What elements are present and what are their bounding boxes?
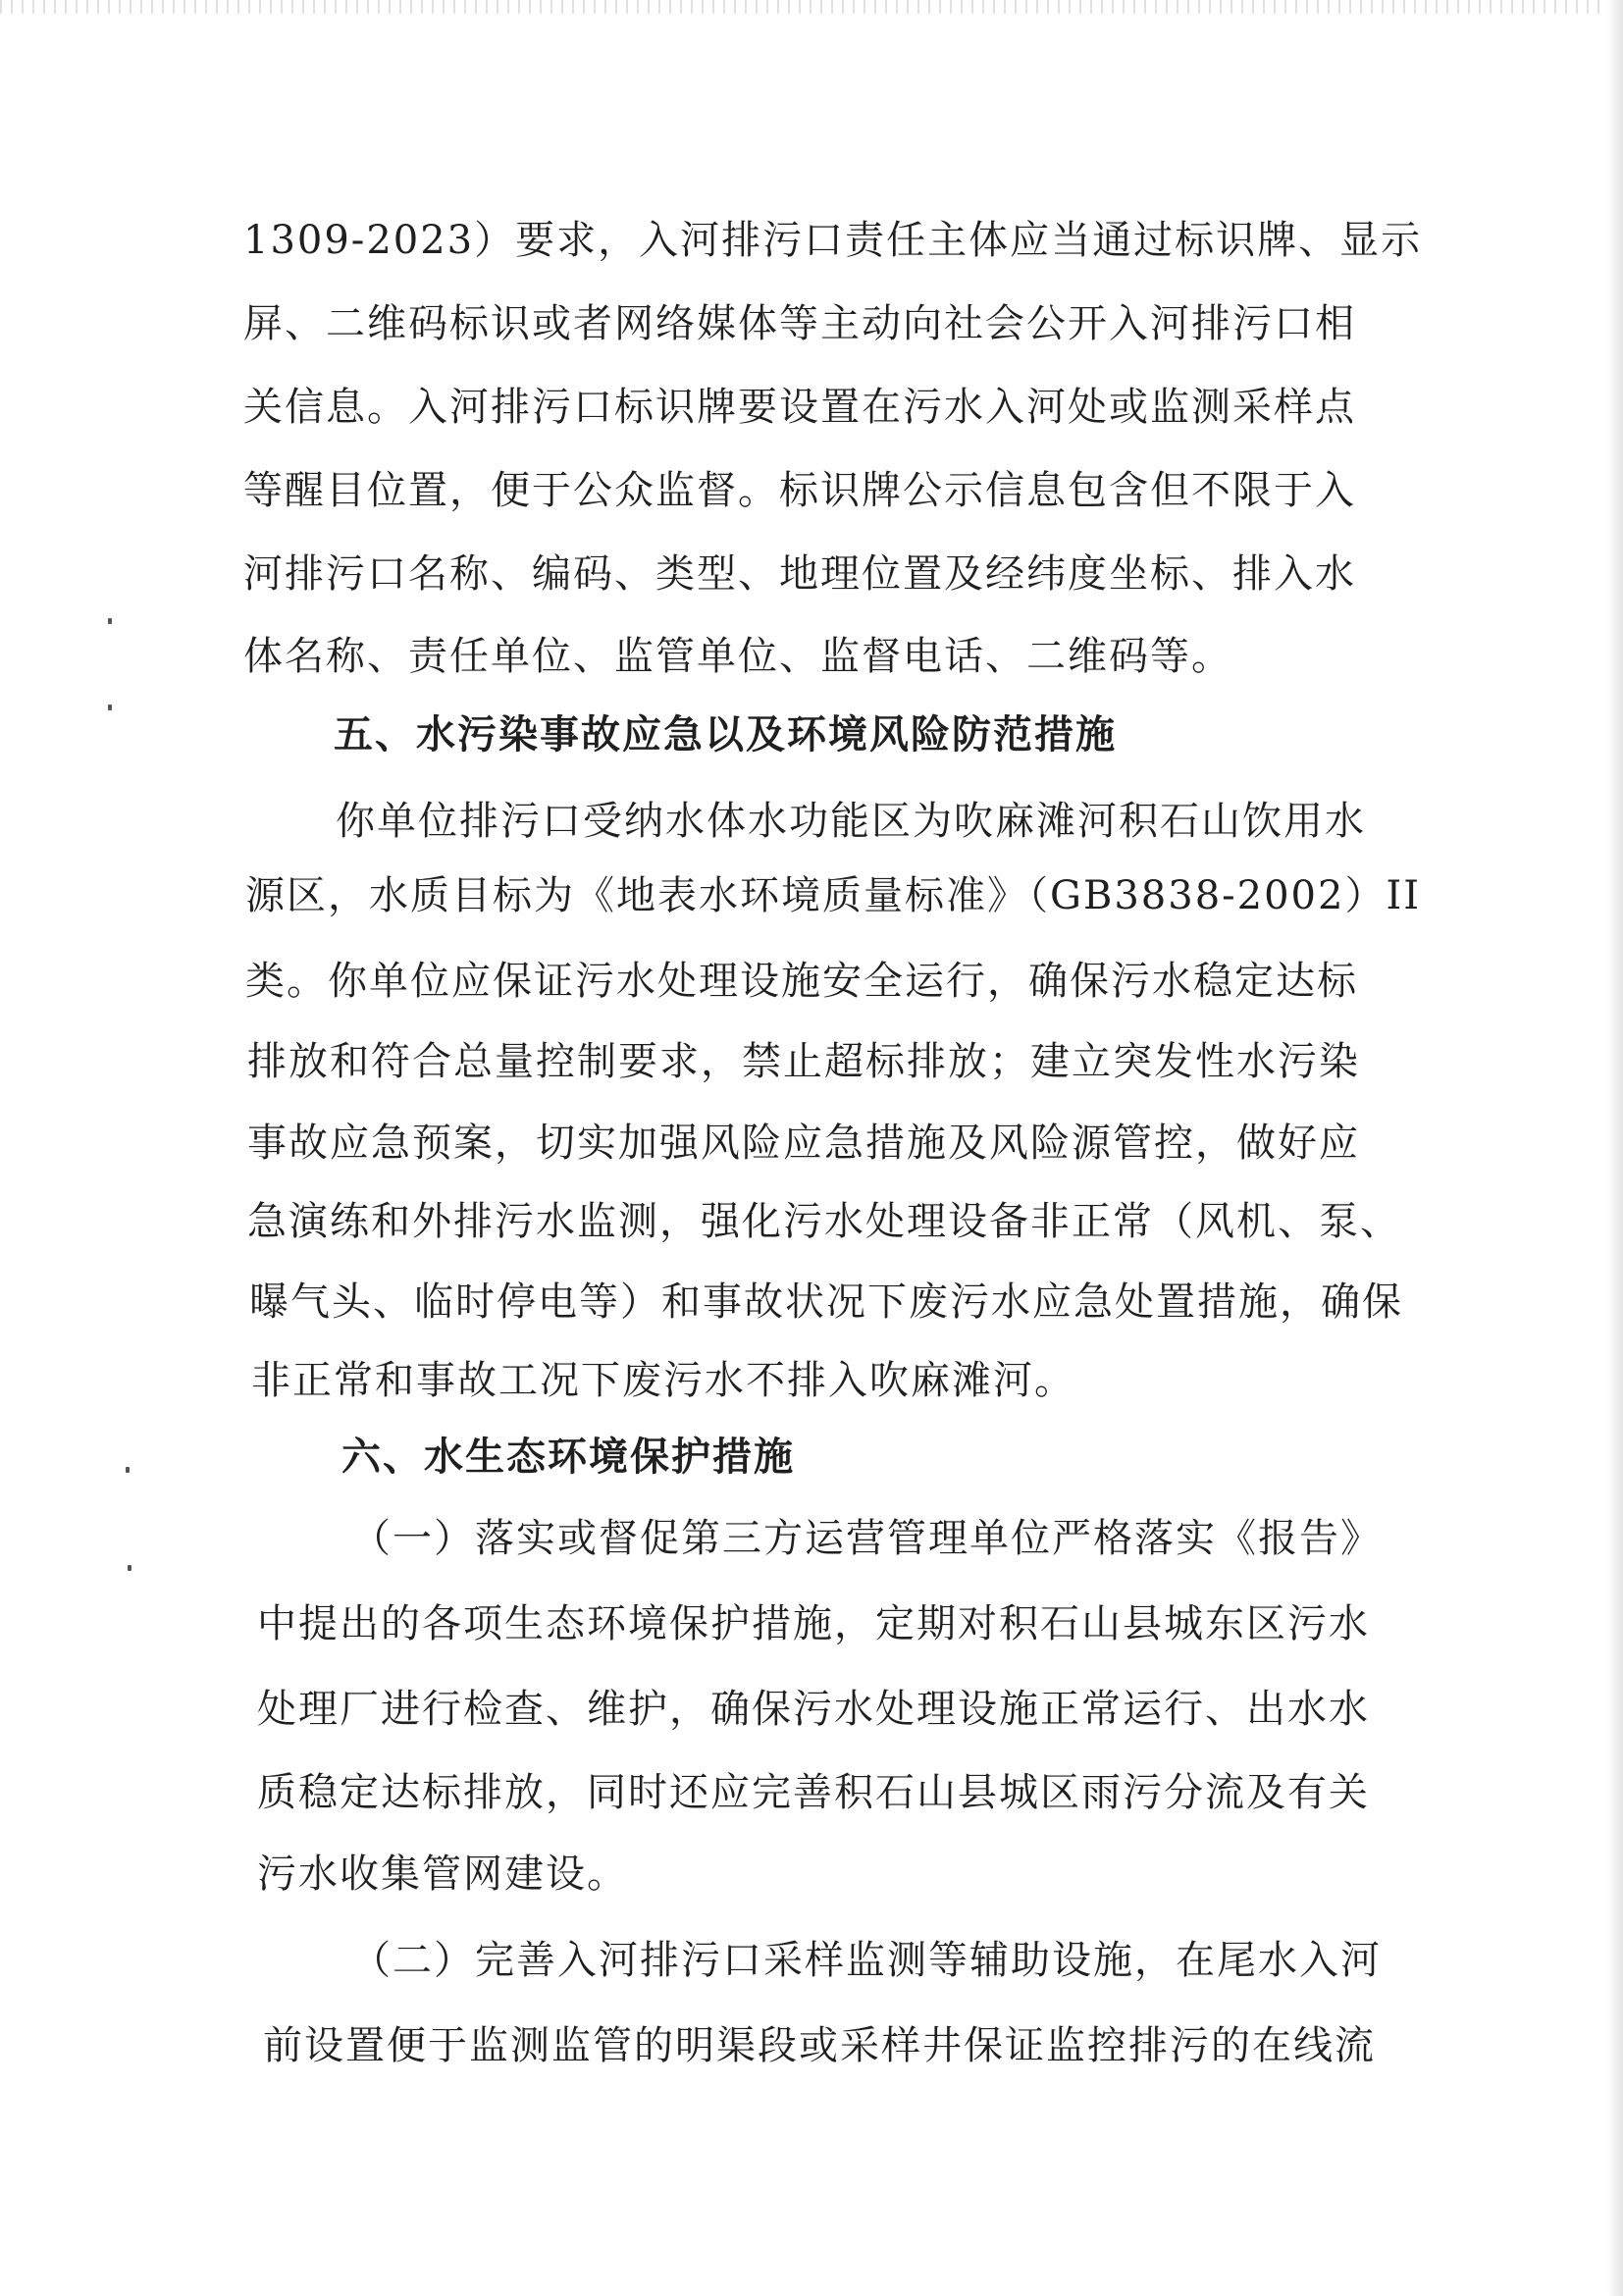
- body-text-line: 污水收集管网建设。: [257, 1852, 628, 1897]
- body-text-line: 源区，水质目标为《地表水环境质量标准》（GB3838-2002）II: [245, 873, 1422, 918]
- body-text-line: 非正常和事故工况下废污水不排入吹麻滩河。: [251, 1358, 1075, 1403]
- body-text-line: 体名称、责任单位、监管单位、监督电话、二维码等。: [243, 634, 1232, 679]
- body-text-line: 急演练和外排污水监测，强化污水处理设备非正常（风机、泵、: [247, 1199, 1401, 1244]
- body-text-line: 类。你单位应保证污水处理设施安全运行，确保污水稳定达标: [245, 959, 1358, 1004]
- body-text-line: 屏、二维码标识或者网络媒体等主动向社会公开入河排污口相: [243, 301, 1356, 346]
- section-heading: 五、水污染事故应急以及环境风险防范措施: [334, 712, 1117, 757]
- body-text-line: 河排污口名称、编码、类型、地理位置及经纬度坐标、排入水: [243, 551, 1356, 597]
- body-text-line: （二）完善入河排污口采样监测等辅助设施，在尾水入河: [351, 1938, 1382, 1983]
- body-text-line: 中提出的各项生态环境保护措施，定期对积石山县城东区污水: [257, 1601, 1370, 1646]
- scan-edge-marks: [0, 0, 1623, 14]
- body-text-line: 排放和符合总量控制要求，禁止超标排放；建立突发性水污染: [247, 1039, 1360, 1084]
- body-text-line: 关信息。入河排污口标识牌要设置在污水入河处或监测采样点: [243, 385, 1356, 430]
- body-text-line: 前设置便于监测监管的明渠段或采样井保证监控排污的在线流: [263, 2023, 1376, 2068]
- body-text-line: 你单位排污口受纳水体水功能区为吹麻滩河积石山饮用水: [336, 799, 1366, 844]
- body-text-line: 曝气头、临时停电等）和事故状况下废污水应急处置措施，确保: [249, 1279, 1403, 1325]
- body-text-line: 质稳定达标排放，同时还应完善积石山县城区雨污分流及有关: [257, 1770, 1370, 1815]
- body-text-line: 1309-2023）要求，入河排污口责任主体应当通过标识牌、显示: [243, 218, 1423, 263]
- body-text-line: 等醒目位置，便于公众监督。标识牌公示信息包含但不限于入: [243, 468, 1356, 513]
- body-text-line: 处理厂进行检查、维护，确保污水处理设施正常运行、出水水: [257, 1687, 1370, 1732]
- body-text-line: 事故应急预案，切实加强风险应急措施及风险源管控，做好应: [247, 1121, 1360, 1166]
- section-heading: 六、水生态环境保护措施: [341, 1435, 795, 1480]
- body-text-line: （一）落实或督促第三方运营管理单位严格落实《报告》: [351, 1516, 1382, 1561]
